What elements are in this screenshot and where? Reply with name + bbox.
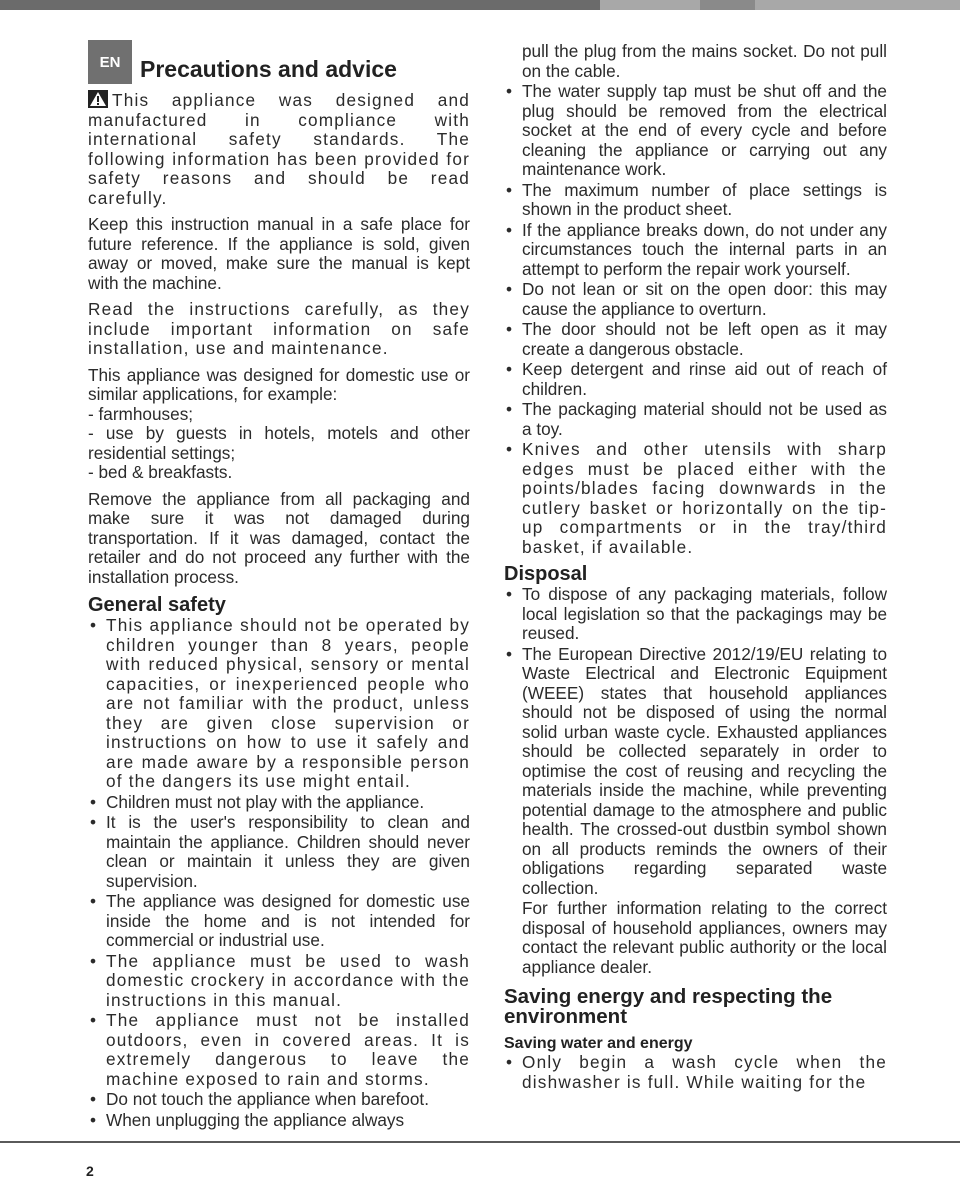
bullet-icon: • (90, 891, 97, 911)
list-item-text: Knives and other utensils with sharp edges must be placed either with the points/blades facing downwards in the cutlery basket or horizontally on the tip-up compartments or in the tray/third basket, if available. (522, 439, 887, 557)
bullet-icon: • (506, 81, 513, 101)
list-item-text: To dispose of any packaging materials, follow local legislation so that the packagings may be reused. (522, 584, 887, 643)
list-item (504, 645, 887, 899)
bullet-icon: • (506, 179, 513, 200)
list-item-text: The appliance must be used to wash domestic crockery in accordance with the instructions in this manual. (106, 950, 470, 1010)
intro-paragraph (88, 90, 470, 208)
general-safety-heading: General safety (88, 594, 226, 616)
list-item-text: If the appliance breaks down, do not under any circumstances touch the internal parts in an attempt to perform the repair work yourself. (522, 219, 887, 279)
list-item-text: The appliance was designed for domestic use inside the home and is not intended for commercial or industrial use. (106, 891, 470, 950)
bullet-icon: • (90, 812, 97, 832)
bullet-icon: • (90, 791, 97, 812)
list-item-text: The packaging material should not be used as a toy. (522, 399, 887, 439)
domestic-use-paragraph (88, 366, 470, 483)
list-item (88, 1011, 470, 1089)
read-instructions-paragraph: Read the instructions carefully, as they include important information on safe installation, use and maintenance. (88, 299, 470, 358)
list-item-text: This appliance should not be operated by children younger than 8 years, people with reduced physical, sensory or mental capacities, or inexperienced people who are not familiar with the product, unless they are given close supervision or instructions on how to use it safely and are made aware by a responsible person of the dangers its use might entail. (106, 615, 470, 791)
bullet-icon: • (90, 1109, 97, 1130)
bullet-icon: • (506, 584, 513, 604)
disposal-list (504, 585, 887, 898)
saving-water-subheading: Saving water and energy (504, 1035, 693, 1052)
list-item (504, 320, 887, 359)
list-item-text: Only begin a wash cycle when the dishwasher is full. While waiting for the (522, 1052, 887, 1092)
page-number: 2 (86, 1163, 94, 1179)
bullet-icon: • (90, 1010, 97, 1030)
general-safety-list (88, 616, 470, 1130)
bullet-icon: • (90, 1089, 97, 1109)
top-bar-segment-dark (0, 0, 600, 10)
list-item-text: The door should not be left open as it may create a dangerous obstacle. (522, 319, 887, 359)
remove-packaging-paragraph: Remove the appliance from all packaging and make sure it was not damaged during transportation. If it was damaged, contact the retailer and do not proceed any further with the installation process. (88, 488, 470, 587)
list-item-text: It is the user's responsibility to clean and maintain the appliance. Children should never clean or maintain it unless they are given supervision. (106, 812, 470, 891)
bullet-icon: • (506, 319, 513, 339)
list-item (504, 585, 887, 644)
right-column (504, 42, 887, 1093)
disposal-heading: Disposal (504, 563, 588, 585)
list-item-text: The appliance must not be installed outdoors, even in covered areas. It is extremely dangerous to leave the machine exposed to rain and storms. (106, 1010, 470, 1089)
domestic-use-line: This appliance was designed for domestic use or similar applications, for example: (88, 364, 470, 404)
list-item-text: Do not touch the appliance when barefoot. (106, 1089, 429, 1109)
footer-divider (0, 1141, 960, 1143)
list-item-text: Do not lean or sit on the open door: this may cause the appliance to overturn. (522, 279, 887, 319)
domestic-use-line: - use by guests in hotels, motels and other residential settings; (88, 423, 470, 463)
safety-list-continued (504, 82, 887, 557)
list-item (504, 400, 887, 439)
bullet-icon: • (506, 643, 513, 664)
bullet-icon: • (506, 399, 513, 419)
bullet-icon: • (506, 1052, 513, 1072)
disposal-extra-paragraph: For further information relating to the correct disposal of household appliances, owners may contact the relevant public authority or the local appliance dealer. (522, 898, 887, 977)
saving-list (504, 1053, 887, 1092)
domestic-use-line: - farmhouses; (88, 403, 194, 424)
top-bar-segment-mid (700, 0, 755, 10)
list-item-text: When unplugging the appliance always (106, 1109, 405, 1130)
list-item-text: The European Directive 2012/19/EU relating to Waste Electrical and Electronic Equipment (WEEE) states that household appliances should not be disposed of using the normal solid urban waste cycle. Exhausted appliances should be collected separately in order to optimise the cost of reusing and recycling the materials inside the machine, while preventing potential damage to the atmosphere and public health. The crossed-out dustbin symbol shown on all products reminds the owners of their obligations regarding separated waste collection. (522, 643, 887, 898)
page-title: Precautions and advice (140, 56, 397, 82)
list-item-text: The maximum number of place settings is shown in the product sheet. (522, 179, 887, 219)
list-item (88, 952, 470, 1011)
list-item (504, 221, 887, 280)
bullet-icon: • (90, 950, 97, 971)
list-item (504, 1053, 887, 1092)
bullet-icon: • (90, 615, 97, 635)
keep-manual-paragraph: Keep this instruction manual in a safe place for future reference. If the appliance is sold, given away or moved, make sure the manual is kept with the machine. (88, 214, 470, 293)
list-item (504, 181, 887, 220)
list-item (88, 616, 470, 792)
list-item-text: Children must not play with the appliance. (106, 791, 425, 812)
list-item (504, 280, 887, 319)
top-bar-segment-light-2 (755, 0, 960, 10)
saving-energy-heading: Saving energy and respecting the environment (504, 985, 833, 1028)
list-item-text: The water supply tap must be shut off and the plug should be removed from the electrical socket at the end of every cycle and before cleaning the appliance or carrying out any maintenance work. (522, 81, 887, 179)
list-item (88, 1111, 470, 1131)
list-item (504, 440, 887, 557)
list-item (504, 360, 887, 399)
top-bar-segment-light (600, 0, 700, 10)
language-badge: EN (88, 40, 132, 84)
list-item (88, 892, 470, 951)
bullet-icon: • (506, 359, 513, 379)
intro-text: This appliance was designed and manufactured in compliance with international safety standards. The following information has been provided for safety reasons and should be read carefully. (88, 90, 470, 208)
bullet-icon: • (506, 439, 513, 459)
bullet-icon: • (506, 279, 513, 299)
domestic-use-line: - bed & breakfasts. (88, 462, 233, 482)
continuation-text: pull the plug from the mains socket. Do not pull on the cable. (522, 41, 887, 81)
warning-triangle-icon (88, 90, 108, 108)
top-decorative-bar (0, 0, 960, 10)
list-item-text: Keep detergent and rinse aid out of reach of children. (522, 359, 887, 399)
left-column (88, 90, 470, 1131)
bullet-icon: • (506, 219, 513, 240)
list-item (504, 82, 887, 180)
list-item (88, 793, 470, 813)
list-item (88, 813, 470, 891)
list-item (88, 1090, 470, 1110)
